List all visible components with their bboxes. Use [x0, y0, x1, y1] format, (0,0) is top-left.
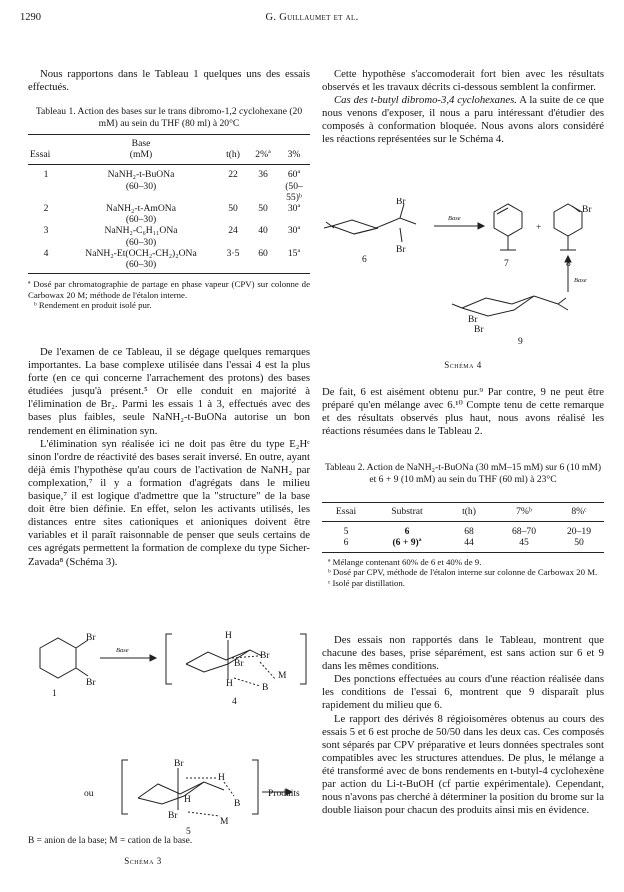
right-paragraph-2: Cas des t-butyl dibromo-3,4 cyclohexanes. A la suite de ce que nous venons d'exposer, il nous a paru intéressant d'étudier des composés à conformation bloquée. Nous avons alors considéré les réactions représentées sur le Schéma 4.: [322, 94, 604, 146]
s3-b-4: B: [262, 683, 269, 693]
s3-h-5: H: [184, 795, 191, 805]
s3-br-1b: Br: [86, 678, 96, 688]
scheme-3-drawing: [28, 628, 310, 868]
t2-head-substrat: Substrat: [391, 506, 423, 517]
s4-br-9b: Br: [474, 325, 484, 335]
s4-br-8: Br: [582, 205, 592, 215]
s3-m-5: M: [220, 817, 229, 827]
t1-head-t: t(h): [226, 149, 240, 161]
scheme3-label: Schéma 3: [124, 856, 162, 866]
right-column-mid: [322, 386, 604, 438]
left-column-body: [28, 346, 310, 569]
table-row: 5 6 68 68–70 20–19: [343, 526, 591, 538]
s3-h-4: H: [225, 631, 232, 641]
s4-base-label-1: Base: [448, 215, 461, 222]
page-number: 1290: [20, 12, 41, 23]
table2-caption: Tableau 2. Action de NaNH₂-t-BuONa (30 mM–15 mM) sur 6 (10 mM) et 6 + 9 (10 mM) au sein du THF (60 ml) à 23°C: [324, 462, 602, 485]
s4-br-6b: Br: [396, 245, 406, 255]
s3-base-label: Base: [116, 647, 129, 654]
right-column-top: [322, 68, 604, 147]
t1-head-mm: (mM): [129, 149, 153, 161]
s4-plus: +: [536, 223, 542, 233]
t1-head-3pct: 3%: [287, 149, 301, 161]
t2-head-t: t(h): [462, 506, 476, 517]
s3-br-1a: Br: [86, 633, 96, 643]
table1-caption: Tableau 1. Action des bases sur le trans dibromo-1,2 cyclohexane (20 mM) au sein du THF (80 ml) à 20°C: [35, 106, 303, 129]
s3-h-5b: H: [218, 773, 225, 783]
table-row: 6 (6 + 9)ª 44 45 50: [343, 537, 584, 549]
s4-br-9a: Br: [468, 315, 478, 325]
s4-label-6: 6: [362, 255, 367, 265]
s4-label-9: 9: [518, 337, 523, 347]
s4-br-6a: Br: [396, 198, 406, 207]
left-paragraph-3: L'élimination syn réalisée ici ne doit pas être du type E₂Hᶜ sinon l'ordre de réactivité des bases serait inversé. En outre, ayant déjà émis l'hypothèse qu'au cours de l'activation de NaNH₂ par complexation,⁷ il y a formation d'agrégats dans le milieu basique,⁷ il est logique d'admettre que la "structure" de la base doit être bien définie. En effet, selon les activants utilisés, les distances entre sites cationiques et anioniques doivent être variables et il paraît raisonnable de penser que seuls certains de ces agrégats permettent la formation de complexe du type Sicher-Zavada⁸ (Schéma 3).: [28, 437, 310, 568]
table2: [322, 502, 604, 588]
left-paragraph-1: Nous rapportons dans le Tableau 1 quelques uns des essais effectués.: [28, 68, 310, 94]
s4-label-8: 8: [566, 259, 571, 269]
table2-footnote-c: ᶜ Isolé par distillation.: [328, 577, 406, 588]
right-paragraph-4: Des essais non rapportés dans le Tableau, montrent que chacune des bases, prise séparément, est sans action sur 6 et 9 dans les mêmes conditions.: [322, 634, 604, 673]
table1: [28, 134, 310, 311]
s3-br-5a: Br: [174, 759, 184, 769]
table-row: 2 NaNH₂-t-AmONa (60–30) 50 50 30ª: [43, 203, 301, 226]
table2-footnote-b: ᵇ Dosé par CPV, méthode de l'étalon interne sur colonne de Carbowax 20 M.: [328, 567, 598, 578]
s3-produits: Produits: [268, 789, 300, 799]
right-paragraph-5: Des ponctions effectuées au cours d'une réaction réalisée dans les conditions de l'essai 6, montrent que 9 disparaît plus rapidement du milieu que 6.: [322, 673, 604, 712]
scheme3-legend: B = anion de la base; M = cation de la base.: [28, 836, 193, 846]
table-row: 4 NaNH₂-Et(OCH₂-CH₂)₂ONa (60–30) 3·5 60 15ª: [43, 247, 301, 271]
t2-head-essai: Essai: [335, 506, 357, 517]
scheme-3: [28, 628, 310, 868]
right-column-bottom: [322, 634, 604, 817]
table-row: 3 NaNH₂-C₆H₁₁ONa (60–30) 24 40 30ª: [43, 225, 301, 248]
running-head: G. Guillaumet et al.: [265, 12, 359, 23]
table1-footnote-a: ª Dosé par chromatographie de partage en phase vapeur (CPV) sur colonne de Carbowax 20 M; méthode de l'étalon interne.: [28, 279, 310, 300]
s3-h-4b: H: [226, 679, 233, 689]
scheme-4-drawing: [322, 198, 604, 348]
t2-head-8pct: 8%ᶜ: [571, 506, 587, 517]
t1-head-2pct: 2%ª: [255, 149, 271, 161]
s4-label-7: 7: [504, 259, 509, 269]
s3-label-5: 5: [186, 827, 191, 837]
s3-br-5b: Br: [168, 811, 178, 821]
s3-ou: ou: [84, 789, 94, 799]
s3-label-1: 1: [52, 689, 57, 699]
t1-head-base: Base: [131, 138, 151, 149]
right-paragraph-1: Cette hypothèse s'accomoderait fort bien avec les résultats observés et les travaux décrits ci-dessous semblent la confirmer.: [322, 68, 604, 94]
s3-m-4: M: [278, 671, 287, 681]
s3-br-4b: Br: [234, 659, 244, 669]
t1-head-essai: Essai: [30, 149, 51, 161]
right-paragraph-6: Le rapport des dérivés 8 régioisomères obtenus au cours des essais 5 et 6 est proche de 50/50 dans les deux cas. Ces composés sont séparés par CPV préparative et leurs données spectrales sont compatibles avec les structures attendues. De plus, le mélange a été transformé avec de bons rendements en t-butyl-4 cyclohexène par action du Li-t-BuOH (cf partie expérimentale). Cependant, nous n'avons pas cherché à déterminer la position du brome sur la double liaison pour chacun des produits ainsi mis en évidence.: [322, 712, 604, 817]
table-row: 1 NaNH₂-t-BuONa (60–30) 22 36 60ª (50–55)ᵇ: [43, 169, 303, 203]
t2-head-7pct: 7%ᵇ: [516, 506, 532, 517]
left-column: [28, 68, 310, 94]
s3-b-5: B: [234, 799, 241, 809]
s3-label-4: 4: [232, 697, 237, 707]
s4-base-label-2: Base: [574, 277, 587, 284]
table1-footnote-b: ᵇ Rendement en produit isolé pur.: [34, 300, 152, 311]
s3-br-4a: Br: [260, 651, 270, 661]
scheme4-label: Schéma 4: [444, 360, 482, 370]
scheme-4: [322, 198, 604, 348]
left-paragraph-2: De l'examen de ce Tableau, il se dégage quelques remarques importantes. La base complexe utilisée dans l'essai 4 est la plus forte (en ce qui concerne l'arrachement des protons) des bases étudiées jusqu'à présent.⁵ Or elle conduit en majorité à l'élimination de Br₂. Parmi les essais 1 à 3, effectués avec des bases plus faibles, seule NaNH₂-t-BuONa autorise un bon rendement en élimination syn.: [28, 346, 310, 437]
table2-footnote-a: ª Mélange contenant 60% de 6 et 40% de 9.: [328, 556, 482, 567]
right-paragraph-3: De fait, 6 est aisément obtenu pur.⁹ Par contre, 9 ne peut être préparé qu'en mélange avec 6.¹⁰ Compte tenu de cette remarque et des résultats observés plus haut, nous avons réalisé les réactions résumées dans le Tableau 2.: [322, 386, 604, 438]
